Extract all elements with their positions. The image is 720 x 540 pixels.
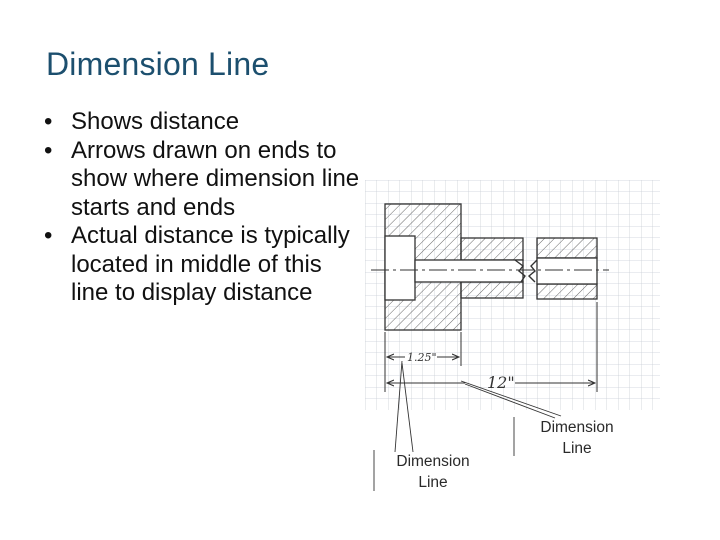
bullet-text: Shows distance bbox=[71, 108, 240, 135]
bullet-item bbox=[44, 222, 364, 308]
bullet-text: Actual distance is typically located in middle of this line to display distance bbox=[71, 222, 350, 306]
bullet-dot: • bbox=[44, 108, 53, 135]
bullet-item bbox=[44, 108, 364, 137]
bullet-list bbox=[44, 108, 364, 308]
bullet-dot: • bbox=[44, 136, 53, 164]
bullet-dot: • bbox=[44, 222, 53, 249]
bullet-text: Arrows drawn on ends to show where dimension line starts and ends bbox=[71, 136, 360, 221]
dim-label-large: 12" bbox=[487, 373, 515, 392]
slide-title: Dimension Line bbox=[46, 46, 270, 82]
bullet-item bbox=[44, 137, 364, 223]
dim-label-small: 1.25" bbox=[407, 351, 437, 364]
callout-dimension-line-right: Dimension Line bbox=[540, 419, 614, 457]
part-right bbox=[529, 238, 597, 299]
callout-dimension-line-left: Dimension Line bbox=[396, 453, 470, 491]
